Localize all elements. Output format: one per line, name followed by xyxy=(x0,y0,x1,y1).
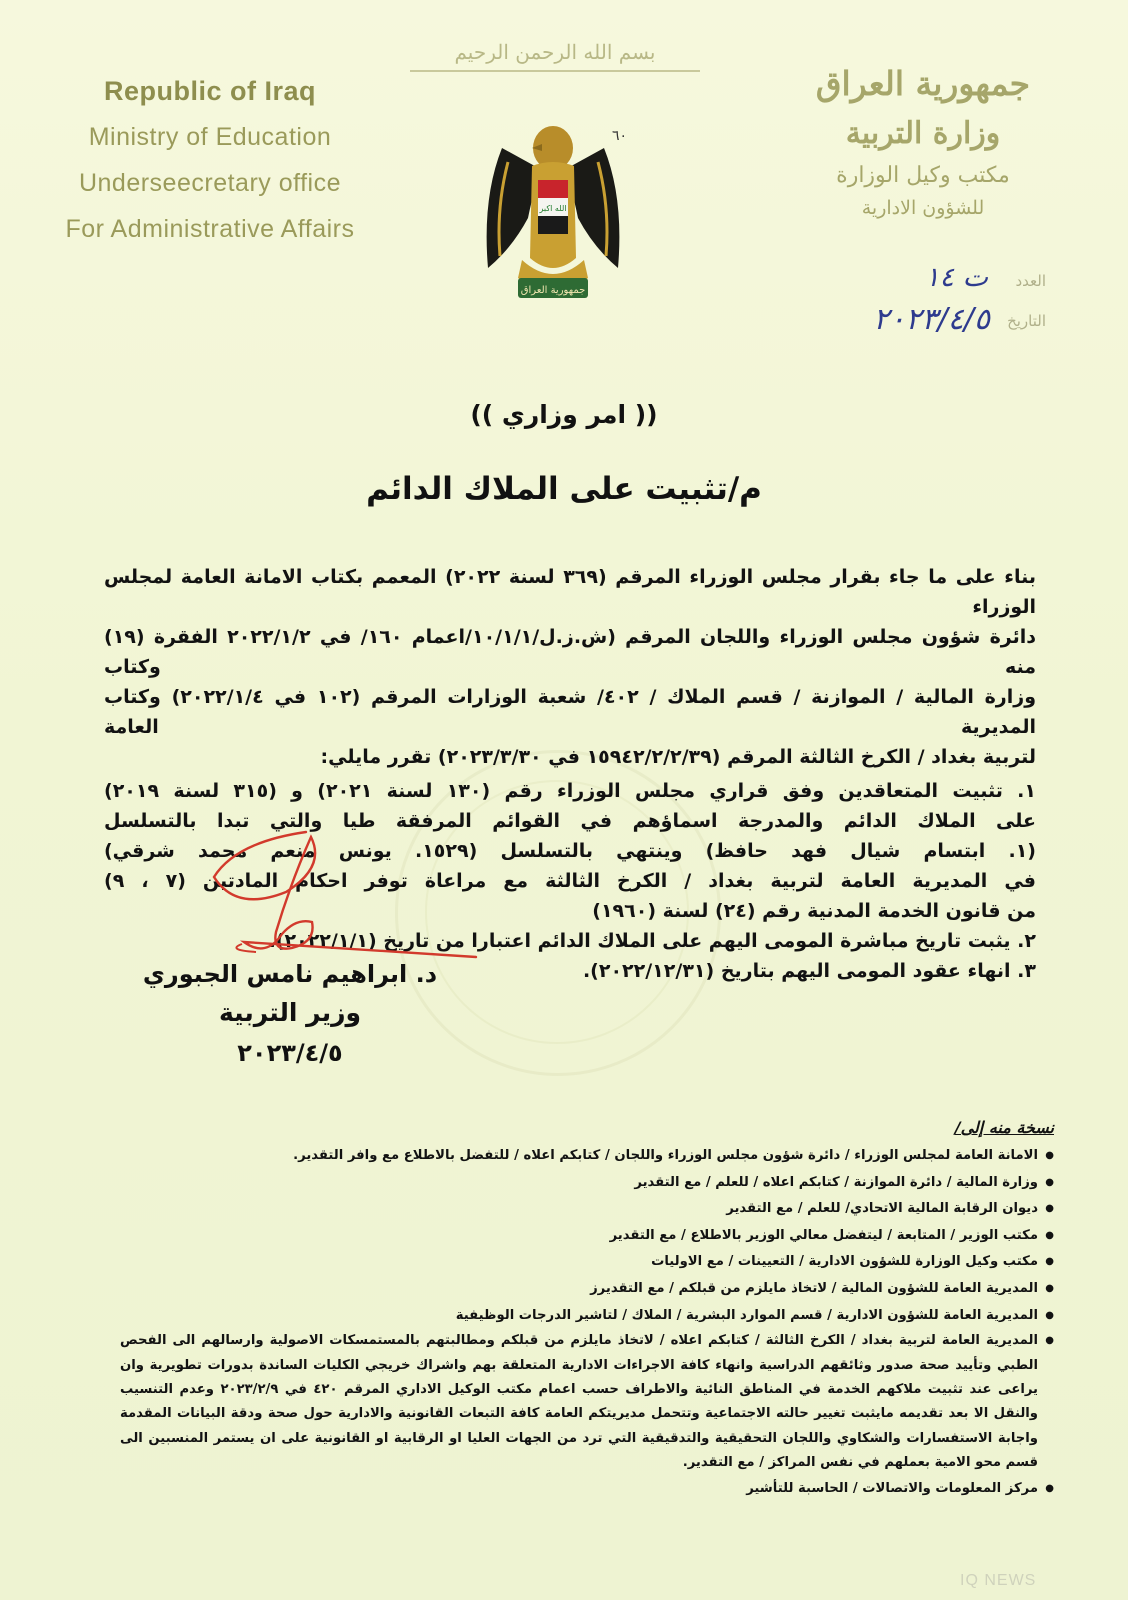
subject-title: م/تثبيت على الملاك الدائم xyxy=(366,471,762,507)
intro-line: لتربية بغداد / الكرخ الثالثة المرقم (١٥٩٤٢/٢/٢/٣٩ في ٢٠٢٣/٣/٣٠) تقرر مايلي: xyxy=(320,746,1036,768)
copy-recipient: ● المديرية العامة للشؤون المالية / لاتخاذ مايلزم من قبلكم / مع التقديرز xyxy=(120,1276,1054,1303)
item-line: ١. تثبيت المتعاقدين وفق قراري مجلس الوزراء رقم (١٣٠ لسنة ٢٠٢١) و (٣١٥ لسنة ٢٠١٩) xyxy=(104,780,1036,802)
copy-recipient: ● الامانة العامة لمجلس الوزراء / دائرة شؤون مجلس الوزراء واللجان / كتابكم اعلاه / للتفضل بالاطلاع مع وافر التقدير. xyxy=(120,1143,1054,1170)
letterhead-ar-line: للشؤون الادارية xyxy=(861,197,985,219)
emblem-flag-text: الله اكبر xyxy=(539,204,567,213)
signatory-name: د. ابراهيم نامس الجبوري xyxy=(142,960,438,988)
date-label: التاريخ xyxy=(1007,312,1046,330)
copies-list xyxy=(120,1143,1054,1502)
letterhead-arabic xyxy=(788,58,1058,222)
item-line: على الملاك الدائم والمدرجة اسماؤهم في القوائم المرفقة طيا والتي تبدا بالتسلسل xyxy=(104,810,1036,832)
order-type-title: (( امر وزاري )) xyxy=(470,400,658,429)
date-value: ٢٠٢٣/٤/٥ xyxy=(873,302,990,337)
reference-number-row xyxy=(826,262,1046,302)
copy-recipient: ● المديرية العامة لتربية بغداد / الكرخ الثالثة / كتابكم اعلاه / لاتخاذ مايلزم من قبلكم ومطالبتهم بالمستمسكات الاصولية وارسالهم الى الفحص الطبي وتأييد صحة صدور وثائقهم الدراسية وانهاء كافة الاجراءات الادارية المتعلقة بهم واشراك خريجي الكليات الساندة بدورات تطويرية وان يراعى عند تثبيت ملاكهم الخدمة في المناطق النائية والاطراف حسب اعمام مكتب الوكيل الاداري المرقم ٤٢٠ في ٢٠٢٣/٢/٩ وعدم التنسيب والنقل الا بعد تقديمه مايثبت تغيير حالته الاجتماعية وتتحمل مديريتكم العامة كافة التبعات القانونية والادارية حول صحة ودقة البيانات المقدمة واجابة الاستفسارات والشكاوي واللجان التحقيقية والتدقيقية التي ترد من الجهات العليا او الرقابية او القانونية على ان يستمر المنسبين الى قسم محو الامية بعملهم في نفس المراكز / مع التقدير. xyxy=(120,1329,1054,1475)
iraq-eagle-emblem-icon xyxy=(472,118,634,310)
copies-section xyxy=(120,1118,1054,1502)
watermark-text: IQ NEWS xyxy=(960,1572,1037,1589)
copy-recipient: ● المديرية العامة للشؤون الادارية / قسم الموارد البشرية / الملاك / لتاشير الدرجات الوظيفية xyxy=(120,1303,1054,1330)
number-value: ت ١٤ xyxy=(924,262,988,293)
emblem-label: جمهورية العراق xyxy=(520,285,586,296)
letterhead-en-line: Republic of Iraq xyxy=(103,76,317,106)
intro-line: بناء على ما جاء بقرار مجلس الوزراء المرقم (٣٦٩ لسنة ٢٠٢٢) المعمم بكتاب الامانة العامة لمجلس الوزراء xyxy=(104,566,1037,618)
copy-recipient: ● مركز المعلومات والاتصالات / الحاسبة للتأشير xyxy=(120,1476,1054,1503)
letterhead-english xyxy=(40,68,380,252)
intro-line: وزارة المالية / الموازنة / قسم الملاك / ٤٠٢/ شعبة الوزارات المرقم (١٠٢ في ٢٠٢٢/١/٤) وكتاب المديرية العامة xyxy=(104,686,1037,738)
basmala: بسم الله الرحمن الرحيم xyxy=(410,40,700,72)
signature-date: ٢٠٢٣/٤/٥ xyxy=(237,1039,343,1067)
item-line: في المديرية العامة لتربية بغداد / الكرخ الثالثة مع مراعاة توفر احكام المادتين (٧ ، ٩) xyxy=(104,870,1037,892)
reference-date-row xyxy=(826,302,1046,342)
letterhead-en-line: Ministry of Education xyxy=(88,123,332,151)
letterhead-en-line: For Administrative Affairs xyxy=(65,215,355,243)
letterhead-ar-line: وزارة التربية xyxy=(845,116,1001,151)
intro-line: دائرة شؤون مجلس الوزراء واللجان المرقم (ش.ز.ل/١٠/١/١/اعمام ١٦٠/ في ٢٠٢٢/١/٢ الفقرة (١٩) منه وكتاب xyxy=(104,626,1037,678)
copies-heading: نسخة منه إلى/ xyxy=(954,1118,1054,1137)
item-line: ٢. يثبت تاريخ مباشرة المومى اليهم على الملاك الدائم اعتبارا من تاريخ (٢٠٢٢/١/١). xyxy=(268,930,1036,952)
top-mark: ٦٠ xyxy=(612,128,628,144)
item-line: (١. ابتسام شيال فهد حافظ) وينتهي بالتسلسل (١٥٢٩. يونس منعم محمد شرقي) xyxy=(104,840,1036,862)
copy-recipient: ● مكتب الوزير / المتابعة / ليتفضل معالي الوزير بالاطلاع / مع التقدير xyxy=(120,1223,1054,1250)
letterhead-ar-line: جمهورية العراق xyxy=(815,64,1031,103)
item-line: من قانون الخدمة المدنية رقم (٢٤) لسنة (١٩٦٠) xyxy=(592,900,1036,922)
signatory-role: وزير التربية xyxy=(218,998,362,1027)
copy-recipient: ● ديوان الرقابة المالية الاتحادي/ للعلم / مع التقدير xyxy=(120,1196,1054,1223)
letterhead-ar-line: مكتب وكيل الوزارة xyxy=(836,163,1010,188)
copy-recipient: ● مكتب وكيل الوزارة للشؤون الادارية / التعيينات / مع الاوليات xyxy=(120,1249,1054,1276)
reference-block xyxy=(826,262,1046,342)
copy-recipient: ● وزارة المالية / دائرة الموازنة / كتابكم اعلاه / للعلم / مع التقدير xyxy=(120,1170,1054,1197)
item-line: ٣. انهاء عقود المومى اليهم بتاريخ (٢٠٢٢/١٢/٣١). xyxy=(582,960,1036,982)
signature-block xyxy=(130,955,450,1073)
letterhead-en-line: Underseecretary office xyxy=(78,169,342,197)
number-label: العدد xyxy=(1015,272,1046,290)
